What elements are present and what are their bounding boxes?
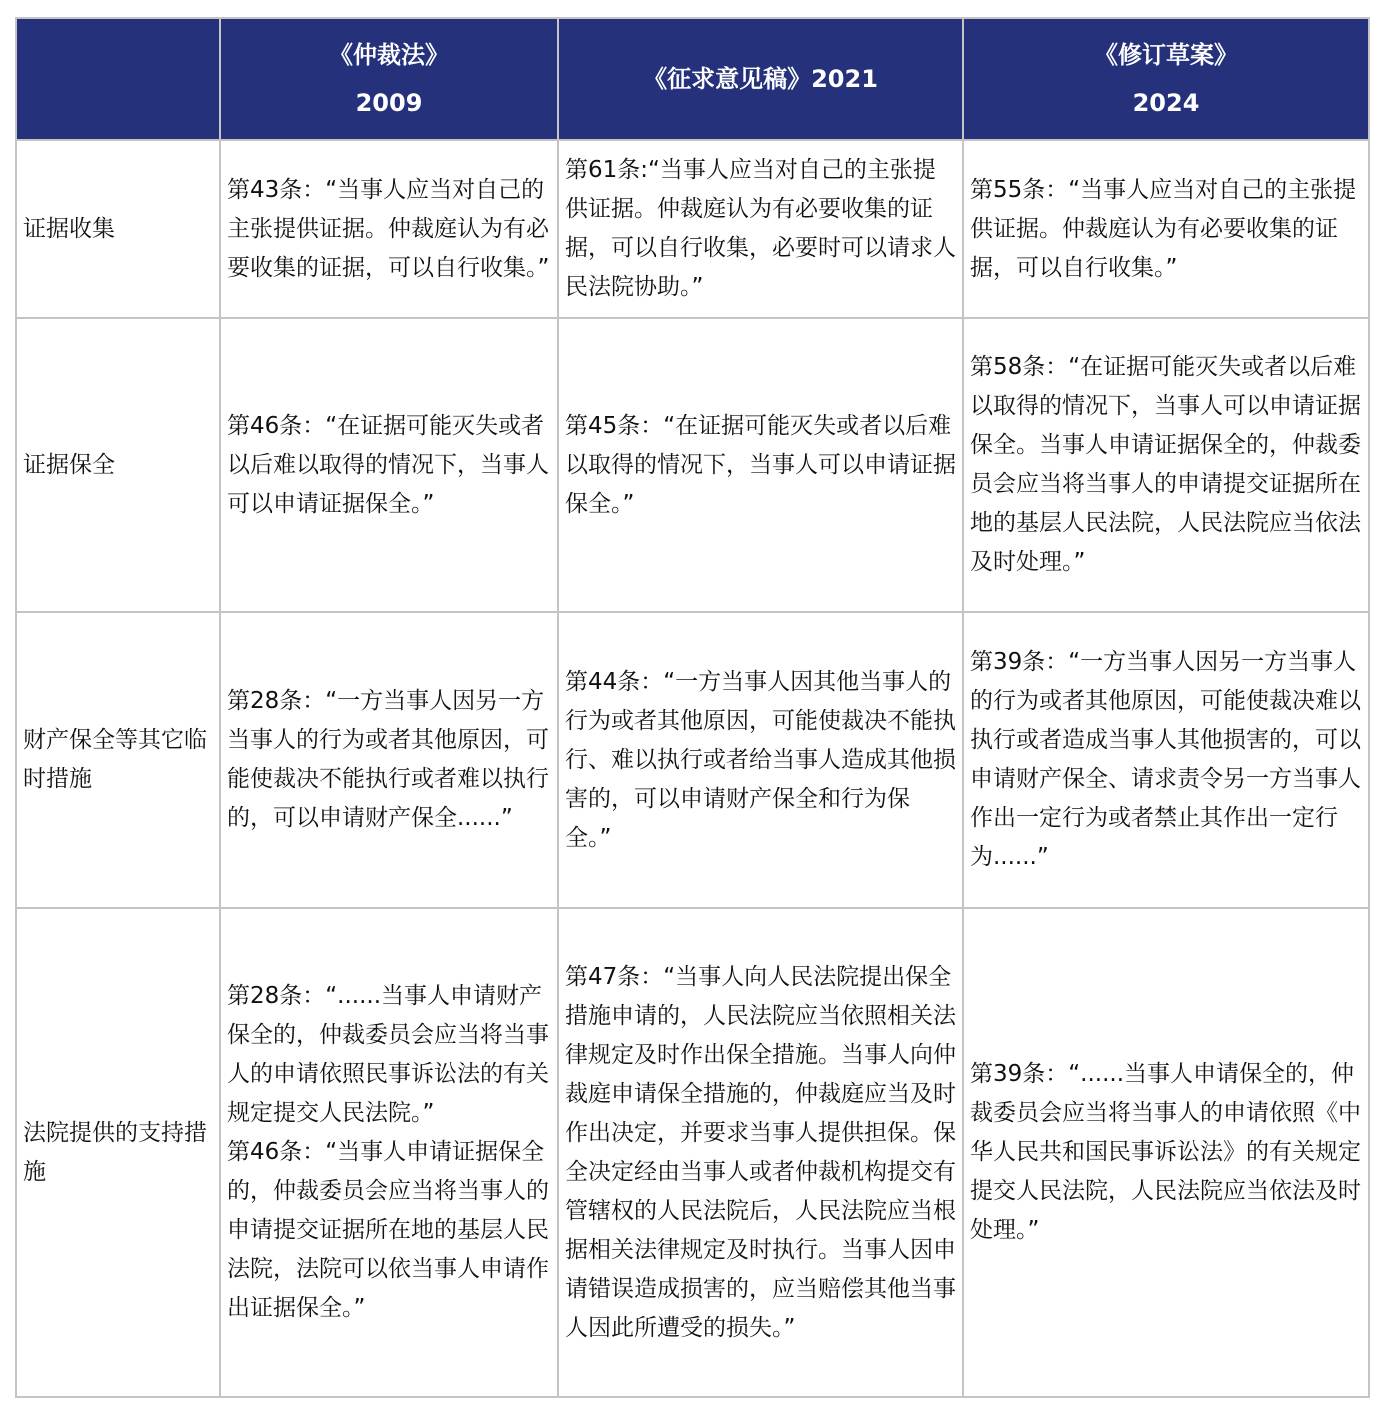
cell-2024 [963, 140, 1369, 318]
header-title: 《修订草案》 [1094, 41, 1238, 69]
table-row-court-support [16, 908, 1369, 1397]
cell-2009 [220, 140, 558, 318]
article-text: 第43条：“当事人应当对自己的主张提供证据。仲裁庭认为有必要收集的证据，可以自行收集。” [227, 176, 550, 281]
article-text: 第39条：“一方当事人因另一方当事人的行为或者其他原因，可能使裁决难以执行或者造成当事人其他损害的，可以申请财产保全、请求责令另一方当事人作出一定行为或者禁止其作出一定行为......” [970, 649, 1361, 870]
cell-2009 [220, 908, 558, 1397]
cell-2021 [558, 612, 963, 908]
article-text: 第47条：“当事人向人民法院提出保全措施申请的，人民法院应当依照相关法律规定及时作出保全措施。当事人向仲裁庭申请保全措施的，仲裁庭应当及时作出决定，并要求当事人提供担保。保全决定经由当事人或者仲裁机构提交有管辖权的人民法院后，人民法院应当根据相关法律规定及时执行。当事人因申请错误造成损害的，应当赔偿其他当事人因此所遭受的损失。” [565, 963, 956, 1341]
article-text: 第58条：“在证据可能灭失或者以后难以取得的情况下，当事人可以申请证据保全。当事人申请证据保全的，仲裁委员会应当将当事人的申请提交证据所在地的基层人民法院，人民法院应当依法及时处理。” [970, 354, 1361, 575]
comparison-table-container [15, 17, 1368, 1398]
cell-2009 [220, 612, 558, 908]
cell-2021 [558, 908, 963, 1397]
cell-2021 [558, 140, 963, 318]
article-text: 第55条：“当事人应当对自己的主张提供证据。仲裁庭认为有必要收集的证据，可以自行收集。” [970, 176, 1357, 281]
article-text: 第46条：“当事人申请证据保全的，仲裁委员会应当将当事人的申请提交证据所在地的基层人民法院，法院可以依当事人申请作出证据保全。” [227, 1139, 549, 1321]
cell-2009 [220, 318, 558, 612]
row-label: 财产保全等其它临时措施 [16, 612, 220, 908]
header-cell-arbitration-law-2009 [220, 18, 558, 140]
table-row-property-preservation [16, 612, 1369, 908]
header-cell-revised-draft-2024 [963, 18, 1369, 140]
cell-2024 [963, 612, 1369, 908]
table-row-evidence-preservation [16, 318, 1369, 612]
cell-2024 [963, 318, 1369, 612]
article-text: 第28条：“一方当事人因另一方当事人的行为或者其他原因，可能使裁决不能执行或者难以执行的，可以申请财产保全......” [227, 688, 549, 831]
article-text: 第44条：“一方当事人因其他当事人的行为或者其他原因，可能使裁决不能执行、难以执行或者给当事人造成其他损害的，可以申请财产保全和行为保全。” [565, 668, 956, 851]
header-year: 2009 [355, 89, 423, 117]
arbitration-law-comparison-table [15, 17, 1370, 1398]
header-year: 2024 [1132, 89, 1200, 117]
cell-2021 [558, 318, 963, 612]
header-cell-topic [16, 18, 220, 140]
article-text: 第46条：“在证据可能灭失或者以后难以取得的情况下，当事人可以申请证据保全。” [227, 412, 549, 517]
header-title: 《仲裁法》 [329, 41, 449, 69]
article-text: 第61条:“当事人应当对自己的主张提供证据。仲裁庭认为有必要收集的证据，可以自行收集，必要时可以请求人民法院协助。” [565, 157, 956, 300]
article-text: 第28条：“......当事人申请财产保全的，仲裁委员会应当将当事人的申请依照民事诉讼法的有关规定提交人民法院。” [227, 983, 549, 1126]
row-label: 证据保全 [16, 318, 220, 612]
row-label: 法院提供的支持措施 [16, 908, 220, 1397]
cell-2024 [963, 908, 1369, 1397]
article-text: 第39条：“......当事人申请保全的，仲裁委员会应当将当事人的申请依照《中华人民共和国民事诉讼法》的有关规定提交人民法院，人民法院应当依法及时处理。” [970, 1061, 1361, 1243]
row-label: 证据收集 [16, 140, 220, 318]
header-title: 《征求意见稿》2021 [643, 65, 878, 93]
header-row [16, 18, 1369, 140]
table-row-evidence-collection [16, 140, 1369, 318]
header-cell-consultation-draft-2021 [558, 18, 963, 140]
article-text: 第45条：“在证据可能灭失或者以后难以取得的情况下，当事人可以申请证据保全。” [565, 412, 956, 517]
